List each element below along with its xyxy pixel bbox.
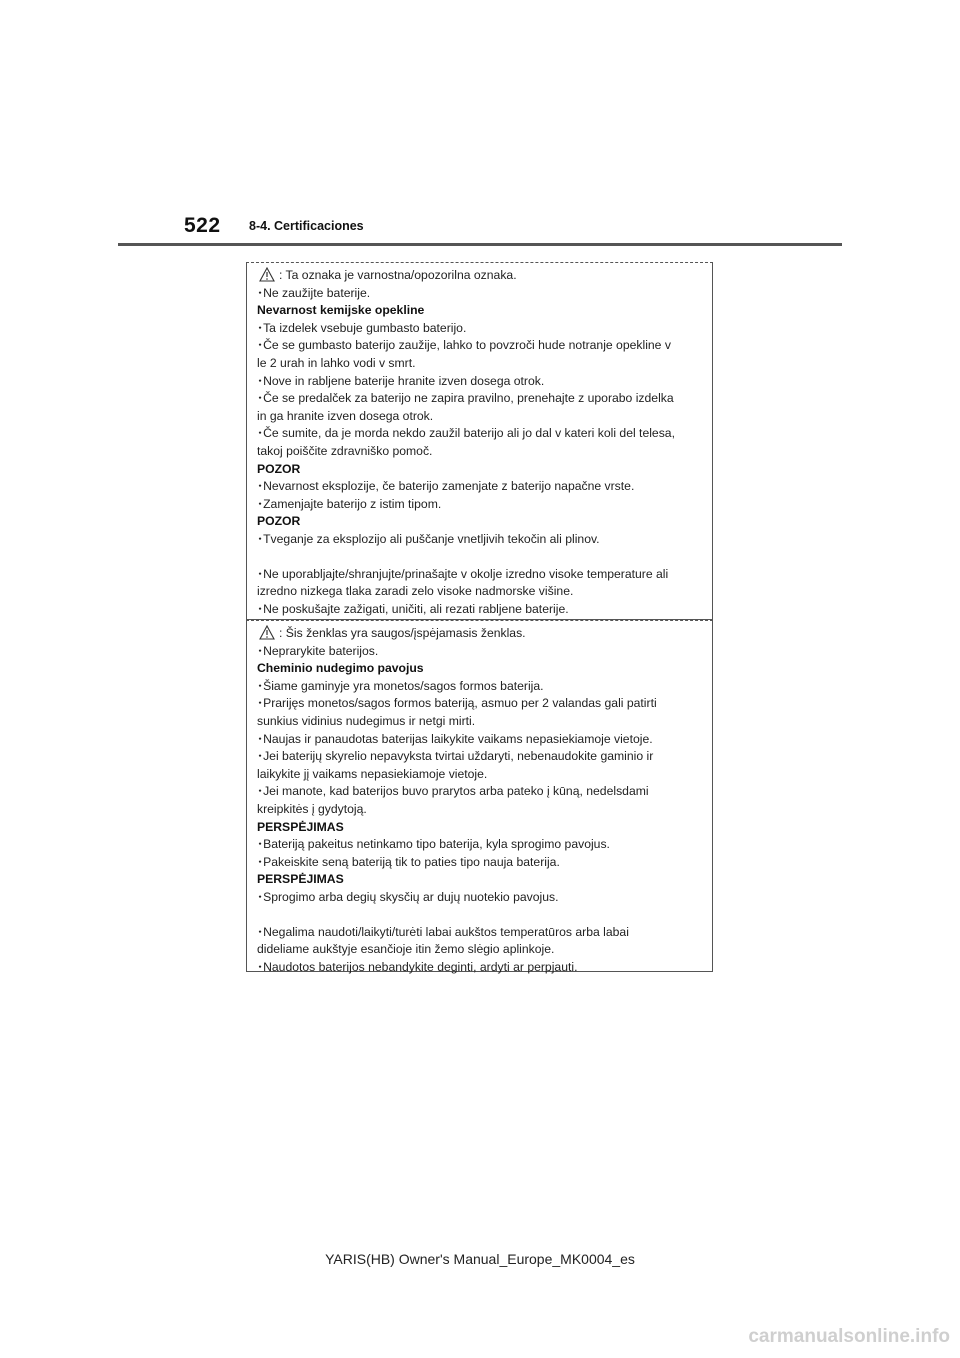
- text-line: ･Bateriją pakeitus netinkamo tipo baterija, kyla sprogimo pavojus.: [257, 837, 610, 852]
- text-line: ･Če se gumbasto baterijo zaužije, lahko to povzroči hude notranje opekline v: [257, 338, 671, 353]
- text-line: ･Jei baterijų skyrelio nepavyksta tvirtai uždaryti, nebenaudokite gaminio ir: [257, 749, 654, 764]
- warning-symbol-line: [257, 267, 704, 285]
- text-line: laikykite jį vaikams nepasiekiamoje vietoje.: [257, 766, 488, 781]
- text-line: ･Če se predalček za baterijo ne zapira pravilno, prenehajte z uporabo izdelka: [257, 391, 674, 406]
- text-line: takoj poiščite zdravniško pomoč.: [257, 443, 433, 458]
- text-line: ･Zamenjajte baterijo z istim tipom.: [257, 496, 442, 511]
- text-line: ･Ne uporabljajte/shranjujte/prinašajte v okolje izredno visoke temperature ali: [257, 566, 669, 581]
- text-line: ･Sprogimo arba degių skysčių ar dujų nuotekio pavojus.: [257, 889, 559, 904]
- text-line: ･Naujas ir panaudotas baterijas laikykite vaikams nepasiekiamoje vietoje.: [257, 731, 653, 746]
- caution-heading: POZOR: [257, 514, 301, 529]
- text-line: ･Ta izdelek vsebuje gumbasto baterijo.: [257, 320, 467, 335]
- manual-footer: YARIS(HB) Owner's Manual_Europe_MK0004_es: [325, 1251, 635, 1267]
- warning-symbol-text: : Ta oznaka je varnostna/opozorilna oznaka.: [279, 268, 517, 282]
- subheading: Cheminio nudegimo pavojus: [257, 661, 424, 676]
- caution-heading: POZOR: [257, 461, 301, 476]
- warning-box-lithuanian: [246, 620, 713, 972]
- text-line: ･Neprarykite baterijos.: [257, 643, 379, 658]
- text-line: ･Šiame gaminyje yra monetos/sagos formos baterija.: [257, 678, 544, 693]
- text-line: ･Prarijęs monetos/sagos formos bateriją, asmuo per 2 valandas gali patirti: [257, 696, 657, 711]
- page-number: 522: [184, 214, 221, 237]
- text-line: in ga hranite izven dosega otrok.: [257, 408, 434, 423]
- text-line: ･Pakeiskite seną bateriją tik to paties tipo nauja baterija.: [257, 854, 560, 869]
- text-line: ･Nove in rabljene baterije hranite izven dosega otrok.: [257, 373, 545, 388]
- text-line: le 2 urah in lahko vodi v smrt.: [257, 355, 416, 370]
- text-line: ･Nevarnost eksplozije, če baterijo zamenjate z baterijo napačne vrste.: [257, 479, 635, 494]
- warning-symbol-text: : Šis ženklas yra saugos/įspėjamasis ženklas.: [279, 626, 526, 640]
- text-line: ･Naudotos baterijos nebandykite deginti, ardyti ar perpjauti.: [257, 959, 578, 974]
- warning-box-slovenian: [246, 262, 713, 620]
- text-line: ･Ne poskušajte zažigati, uničiti, ali rezati rabljene baterije.: [257, 601, 569, 616]
- text-line: kreipkitės į gydytoją.: [257, 801, 367, 816]
- header-rule: [118, 243, 842, 246]
- text-line: ･Negalima naudoti/laikyti/turėti labai aukštos temperatūros arba labai: [257, 924, 629, 939]
- text-line: sunkius vidinius nudegimus ir netgi mirti.: [257, 713, 476, 728]
- caution-heading: PERSPĖJIMAS: [257, 872, 344, 887]
- warning-triangle-icon: [259, 267, 275, 282]
- text-line: ･Če sumite, da je morda nekdo zaužil baterijo ali jo dal v kateri koli del telesa,: [257, 426, 675, 441]
- section-title: 8-4. Certificaciones: [249, 219, 364, 233]
- warning-triangle-icon: [259, 625, 275, 640]
- warning-symbol-line: [257, 625, 704, 643]
- text-line: izredno nizkega tlaka zaradi zelo visoke nadmorske višine.: [257, 584, 574, 599]
- watermark: carmanualsonline.info: [748, 1326, 950, 1347]
- text-line: dideliame aukštyje esančioje itin žemo slėgio aplinkoje.: [257, 942, 555, 957]
- text-line: ･Tveganje za eksplozijo ali puščanje vnetljivih tekočin ali plinov.: [257, 531, 600, 546]
- text-line: ･Jei manote, kad baterijos buvo prarytos arba pateko į kūną, nedelsdami: [257, 784, 649, 799]
- text-line: ･Ne zaužijte baterije.: [257, 285, 371, 300]
- subheading: Nevarnost kemijske opekline: [257, 303, 425, 318]
- caution-heading: PERSPĖJIMAS: [257, 819, 344, 834]
